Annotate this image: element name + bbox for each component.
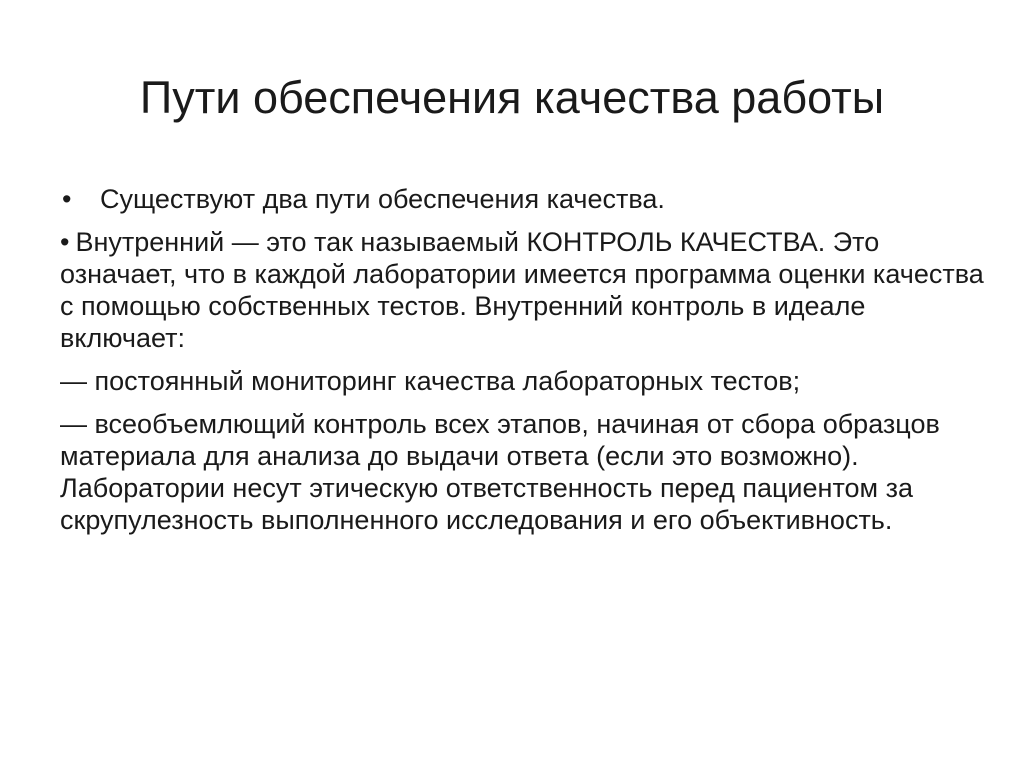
slide-body xyxy=(60,183,990,547)
paragraph-text: Существуют два пути обеспечения качества. xyxy=(100,184,665,214)
bullet-marker: • xyxy=(60,227,70,257)
slide-title: Пути обеспечения качества работы xyxy=(139,72,885,123)
paragraph-two-ways xyxy=(60,183,990,215)
paragraph-text: Внутренний — это так называемый КОНТРОЛЬ КАЧЕСТВА. Это означает, что в каждой лаборатории имеется программа оценки качества с помощью собственных тестов. Внутренний контроль в идеале включает: xyxy=(60,227,984,353)
bullet-marker: • xyxy=(62,184,72,214)
paragraph-text: — всеобъемлющий контроль всех этапов, начиная от сбора образцов материала для анализа до выдачи ответа (если это возможно). Лаборатории несут этическую ответственность перед пациентом за скрупулезность выполненного исследования и его объективность. xyxy=(60,409,940,535)
paragraph-internal-control xyxy=(60,226,990,354)
paragraph-text: — постоянный мониторинг качества лабораторных тестов; xyxy=(60,366,801,396)
paragraph-monitoring xyxy=(60,365,990,397)
paragraph-comprehensive-control xyxy=(60,408,990,536)
